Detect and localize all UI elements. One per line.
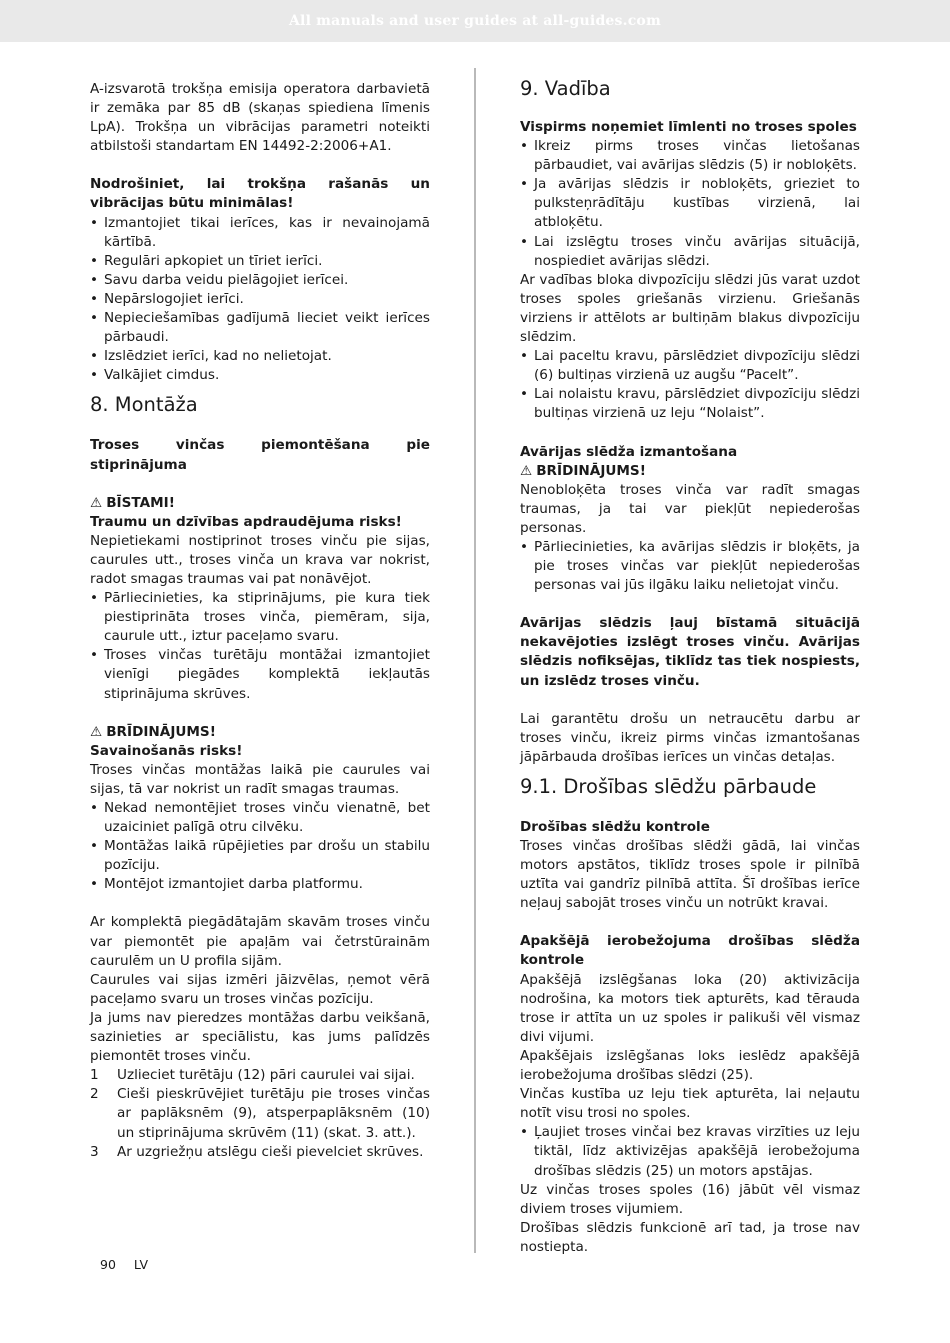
section-9-title: 9. Vadība bbox=[520, 77, 611, 100]
emergency-list bbox=[520, 538, 860, 595]
site-banner[interactable]: All manuals and user guides at all-guides.com bbox=[0, 0, 950, 42]
lower-limit-paragraph-4: Uz vinčas troses spoles (16) jābūt vēl vismaz diviem troses vijumiem. bbox=[520, 1181, 860, 1217]
warning-triangle-icon: ⚠ bbox=[90, 723, 103, 740]
step-text: Cieši pieskrūvējiet turētāju pie troses vinčas ar paplāksnēm (9), atsperpaplāksnēm (10) un stiprinājuma skrūvēm (11) (skat. 3. att.). bbox=[117, 1086, 430, 1141]
list-item: • Lai paceltu kravu, pārslēdziet divpozīciju slēdzi (6) bultiņas virzienā uz augšu “Pacelt”. bbox=[520, 347, 860, 385]
dimension-paragraph: Caurules vai sijas izmēri jāizvēlas, ņemot vērā paceļamo svaru un troses vinčas pozīciju. bbox=[90, 971, 430, 1007]
specialist-paragraph: Ja jums nav pieredzes montāžas darbu veikšanā, sazinieties ar speciālistu, kas jums palīdzēs piemontēt troses vinču. bbox=[90, 1009, 430, 1065]
language-code: LV bbox=[133, 1257, 149, 1272]
emergency-heading: Avārijas slēdža izmantošana bbox=[520, 443, 738, 460]
minimize-list bbox=[90, 214, 430, 386]
step-text: Ar uzgriežņu atslēgu cieši pievelciet skrūves. bbox=[117, 1143, 424, 1160]
list-item: • Troses vinčas turētāju montāžai izmantojiet vienīgi piegādes komplektā iekļautās stiprinājuma skrūves. bbox=[90, 646, 430, 703]
step-item bbox=[90, 1085, 430, 1142]
warning-triangle-icon: ⚠ bbox=[520, 462, 533, 479]
warning-title: Savainošanās risks! bbox=[90, 742, 243, 759]
list-item: • Regulāri apkopiet un tīriet ierīci. bbox=[90, 252, 430, 271]
step-text: Uzlieciet turētāju (12) pāri caurulei vai sijai. bbox=[117, 1067, 415, 1084]
emergency-bold-paragraph: Avārijas slēdzis ļauj bīstamā situācijā nekavējoties izslēgt troses vinču. Avārijas slēdzis nofiksējas, tiklīdz tas tiek nospiests, un izslēdz troses vinču. bbox=[520, 615, 860, 689]
danger-title: Traumu un dzīvības apdraudējuma risks! bbox=[90, 513, 402, 530]
left-column bbox=[90, 80, 430, 1162]
lower-limit-paragraph-3: Vinčas kustība uz leju tiek apturēta, lai neļautu notīt visu trosi no spoles. bbox=[520, 1086, 860, 1122]
list-item: • Pārliecinieties, ka stiprinājums, pie kura tiek piestiprināta troses vinča, piemēram, sija, caurule utt., iztur paceļamo svaru. bbox=[90, 589, 430, 646]
lower-limit-list bbox=[520, 1123, 860, 1180]
danger-list bbox=[90, 589, 430, 704]
page-number: 90 bbox=[100, 1257, 116, 1272]
danger-label-line bbox=[90, 494, 430, 513]
warning-label: BRĪDINĀJUMS! bbox=[106, 723, 216, 740]
emergency-warning-label: BRĪDINĀJUMS! bbox=[536, 462, 646, 479]
danger-label: BĪSTAMI! bbox=[106, 494, 175, 511]
step-item bbox=[90, 1143, 430, 1162]
step-item bbox=[90, 1066, 430, 1085]
page-footer bbox=[100, 1257, 148, 1272]
minimize-heading: Nodrošiniet, lai trokšņa rašanās un vibrācijas būtu minimālas! bbox=[90, 176, 430, 212]
mount-subheading: Troses vinčas piemontēšana pie stiprinājuma bbox=[90, 437, 430, 473]
emergency-warning-line bbox=[520, 462, 860, 481]
step-number: 3 bbox=[90, 1143, 99, 1160]
label-list bbox=[520, 137, 860, 271]
warning-label-line bbox=[90, 723, 430, 742]
list-item: • Ikreiz pirms troses vinčas lietošanas pārbaudiet, vai avārijas slēdzis (5) ir nobloķēts. bbox=[520, 137, 860, 175]
danger-text: Nepietiekami nostiprinot troses vinču pie sijas, caurules utt., troses vinča un krava var nokrist, radot smagas traumas vai pat nonāvējot. bbox=[90, 532, 430, 587]
list-item: • Izmantojiet tikai ierīces, kas ir nevainojamā kārtībā. bbox=[90, 214, 430, 252]
step-number: 1 bbox=[90, 1067, 99, 1084]
list-item: • Montāžas laikā rūpējieties par drošu un stabilu pozīciju. bbox=[90, 837, 430, 875]
clamp-paragraph: Ar komplektā piegādātajām skavām troses vinču var piemontēt pie apaļām vai četrstūrainām caurulēm un U profila sijām. bbox=[90, 914, 430, 969]
list-item: • Nepieciešamības gadījumā lieciet veikt ierīces pārbaudi. bbox=[90, 309, 430, 347]
warning-triangle-icon: ⚠ bbox=[90, 494, 103, 511]
list-item: • Montējot izmantojiet darba platformu. bbox=[90, 875, 430, 894]
column-divider bbox=[474, 68, 476, 1253]
list-item: • Valkājiet cimdus. bbox=[90, 366, 430, 385]
list-item: • Lai nolaistu kravu, pārslēdziet divpozīciju slēdzi bultiņas virzienā uz leju “Nolaist”. bbox=[520, 385, 860, 423]
noise-emission-paragraph: A-izsvarotā trokšņa emisija operatora darbavietā ir zemāka par 85 dB (skaņas spiediena līmenis LpA). Trokšņa un vibrācijas parametri noteikti atbilstoši standartam EN 14492-2:2006+A1. bbox=[90, 81, 430, 155]
direction-paragraph: Ar vadības bloka divpozīciju slēdzi jūs varat uzdot troses spoles griešanās virzienu. Griešanās virziens ir attēlots ar bultiņām blakus divpozīciju slēdzim. bbox=[520, 271, 860, 346]
list-item: • Nepārslogojiet ierīci. bbox=[90, 290, 430, 309]
warning-text: Troses vinčas montāžas laikā pie caurules vai sijas, tā var nokrist un radīt smagas traumas. bbox=[90, 761, 430, 797]
emergency-text: Nenobloķēta troses vinča var radīt smagas traumas, ja tai var piekļūt nepiederošas personas. bbox=[520, 481, 860, 536]
lower-limit-paragraph-5: Drošības slēdzis funkcionē arī tad, ja trose nav nostiepta. bbox=[520, 1219, 860, 1255]
lower-limit-heading: Apakšējā ierobežojuma drošības slēdža kontrole bbox=[520, 933, 860, 969]
direction-list bbox=[520, 347, 860, 423]
right-column bbox=[520, 77, 860, 1257]
control-paragraph: Troses vinčas drošības slēdži gādā, lai vinčas motors apstātos, tiklīdz troses spole ir pilnībā uztīta vai gandrīz pilnībā attīta. Šī drošības ierīce neļauj sabojāt troses vinču un notrūkt kravai. bbox=[520, 838, 860, 912]
warning-list bbox=[90, 799, 430, 894]
control-heading: Drošības slēdžu kontrole bbox=[520, 818, 710, 835]
section-8-title: 8. Montāža bbox=[90, 393, 198, 417]
label-heading: Vispirms noņemiet līmlenti no troses spoles bbox=[520, 119, 857, 135]
list-item: • Ļaujiet troses vinčai bez kravas virzīties uz leju tiktāl, līdz aktivizējas apakšējā ierobežojuma drošības slēdzis (25) un motors apstājas. bbox=[520, 1123, 860, 1180]
list-item: • Izslēdziet ierīci, kad no nelietojat. bbox=[90, 347, 430, 366]
mount-steps bbox=[90, 1066, 430, 1161]
lower-limit-paragraph-2: Apakšējais izslēgšanas loks ieslēdz apakšējā ierobežojuma drošības slēdzi (25). bbox=[520, 1047, 860, 1084]
list-item: • Lai izslēgtu troses vinču avārijas situācijā, nospiediet avārijas slēdzi. bbox=[520, 233, 860, 271]
section-9-1-title: 9.1. Drošības slēdžu pārbaude bbox=[520, 774, 817, 798]
safe-operation-paragraph: Lai garantētu drošu un netraucētu darbu ar troses vinču, ikreiz pirms vinčas izmantošanas jāpārbauda drošības ierīces un vinčas detaļas. bbox=[520, 710, 860, 765]
list-item: • Ja avārijas slēdzis ir nobloķēts, grieziet to pulksteņrādītāju kustības virzienā, lai atbloķētu. bbox=[520, 175, 860, 232]
list-item: • Savu darba veidu pielāgojiet ierīcei. bbox=[90, 271, 430, 290]
list-item: • Nekad nemontējiet troses vinču vienatnē, bet uzaiciniet palīgā otru cilvēku. bbox=[90, 799, 430, 837]
lower-limit-paragraph-1: Apakšējā izslēgšanas loka (20) aktivizācija nodrošina, ka motors tiek apturēts, kad tērauda trose ir attīta un uz spoles ir palikuši vēl vismaz divi vijumi. bbox=[520, 971, 860, 1045]
step-number: 2 bbox=[90, 1086, 99, 1103]
list-item: • Pārliecinieties, ka avārijas slēdzis ir bloķēts, ja pie troses vinčas var piekļūt nepiederošas personas vai jūs ilgāku laiku nelietojat vinču. bbox=[520, 538, 860, 595]
